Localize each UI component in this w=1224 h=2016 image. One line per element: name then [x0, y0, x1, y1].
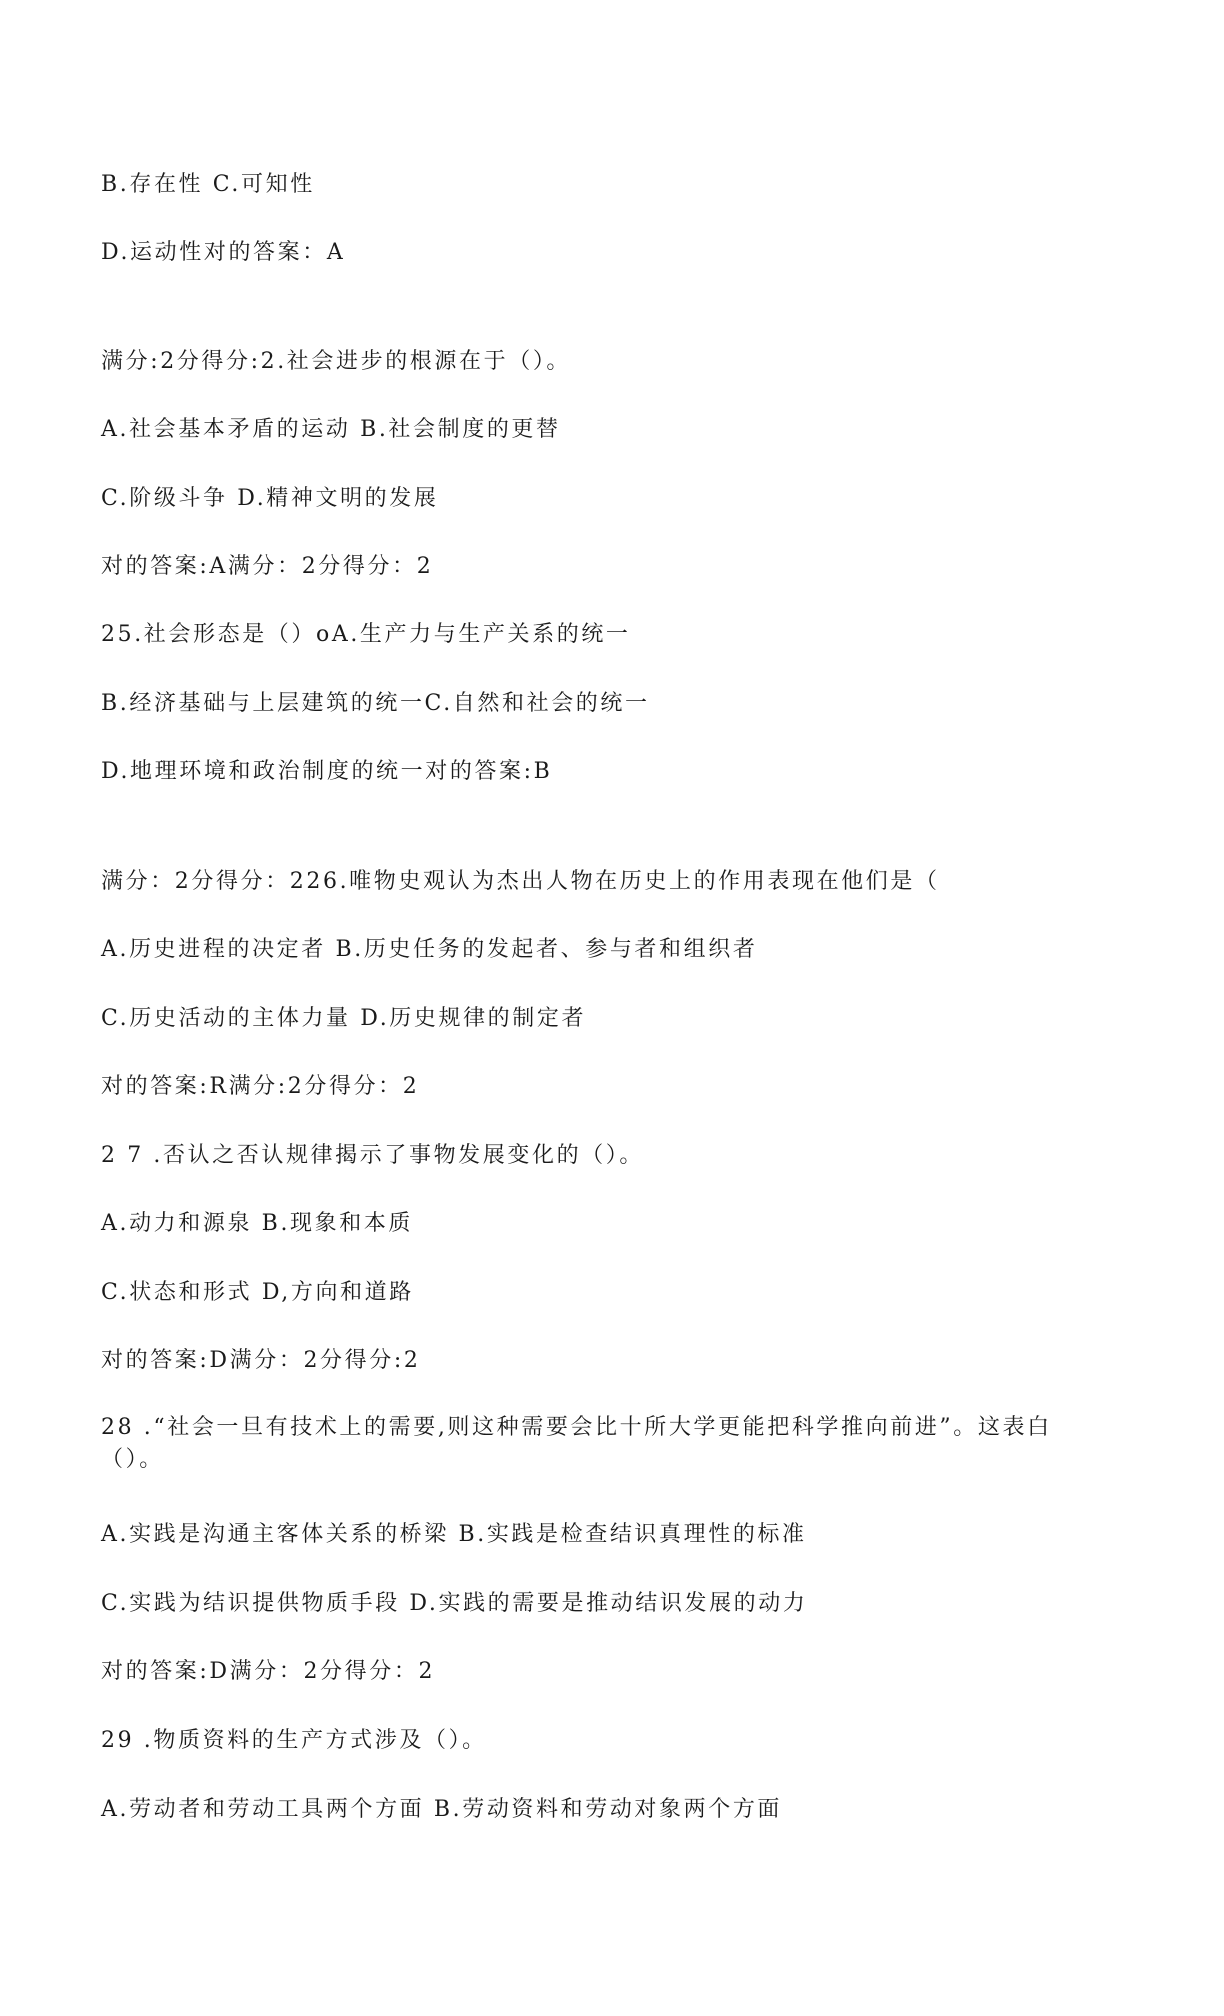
- answer-line: 对的答案:A满分：2分得分：2: [101, 554, 434, 579]
- answer-line: 对的答案:D满分：2分得分:2: [101, 1348, 421, 1373]
- question-line: 25.社会形态是（）oA.生产力与生产关系的统一: [101, 622, 631, 647]
- option-line: C.状态和形式 D,方向和道路: [101, 1280, 414, 1305]
- question-line: 满分：2分得分：226.唯物史观认为杰出人物在历史上的作用表现在他们是（: [101, 869, 940, 894]
- answer-line: 对的答案:D满分：2分得分：2: [101, 1659, 436, 1684]
- answer-line: 对的答案:R满分:2分得分：2: [101, 1074, 420, 1099]
- option-line: B.经济基础与上层建筑的统一C.自然和社会的统一: [101, 691, 650, 716]
- question-line: 满分:2分得分:2.社会进步的根源在于（）。: [101, 349, 572, 374]
- option-line: A.劳动者和劳动工具两个方面 B.劳动资料和劳动对象两个方面: [101, 1797, 783, 1822]
- option-line: A.社会基本矛盾的运动 B.社会制度的更替: [101, 417, 561, 442]
- answer-line: D.运动性对的答案：A: [101, 240, 346, 265]
- option-line: A.历史进程的决定者 B.历史任务的发起者、参与者和组织者: [101, 937, 758, 962]
- option-line: C.阶级斗争 D.精神文明的发展: [101, 486, 439, 511]
- question-line: 29 .物质资料的生产方式涉及（）。: [101, 1728, 487, 1753]
- option-line: C.历史活动的主体力量 D.历史规律的制定者: [101, 1006, 587, 1031]
- option-line: A.实践是沟通主客体关系的桥梁 B.实践是检查结识真理性的标准: [101, 1522, 807, 1547]
- question-line: 28 .“社会一旦有技术上的需要,则这种需要会比十所大学更能把科学推向前进”。这表白（）。: [101, 1415, 1052, 1472]
- option-line: C.实践为结识提供物质手段 D.实践的需要是推动结识发展的动力: [101, 1591, 808, 1616]
- option-line: A.动力和源泉 B.现象和本质: [101, 1211, 414, 1236]
- answer-line: D.地理环境和政治制度的统一对的答案:B: [101, 759, 553, 784]
- option-line: B.存在性 C.可知性: [101, 172, 315, 197]
- question-line: 2 7 .否认之否认规律揭示了事物发展变化的（）。: [101, 1143, 644, 1168]
